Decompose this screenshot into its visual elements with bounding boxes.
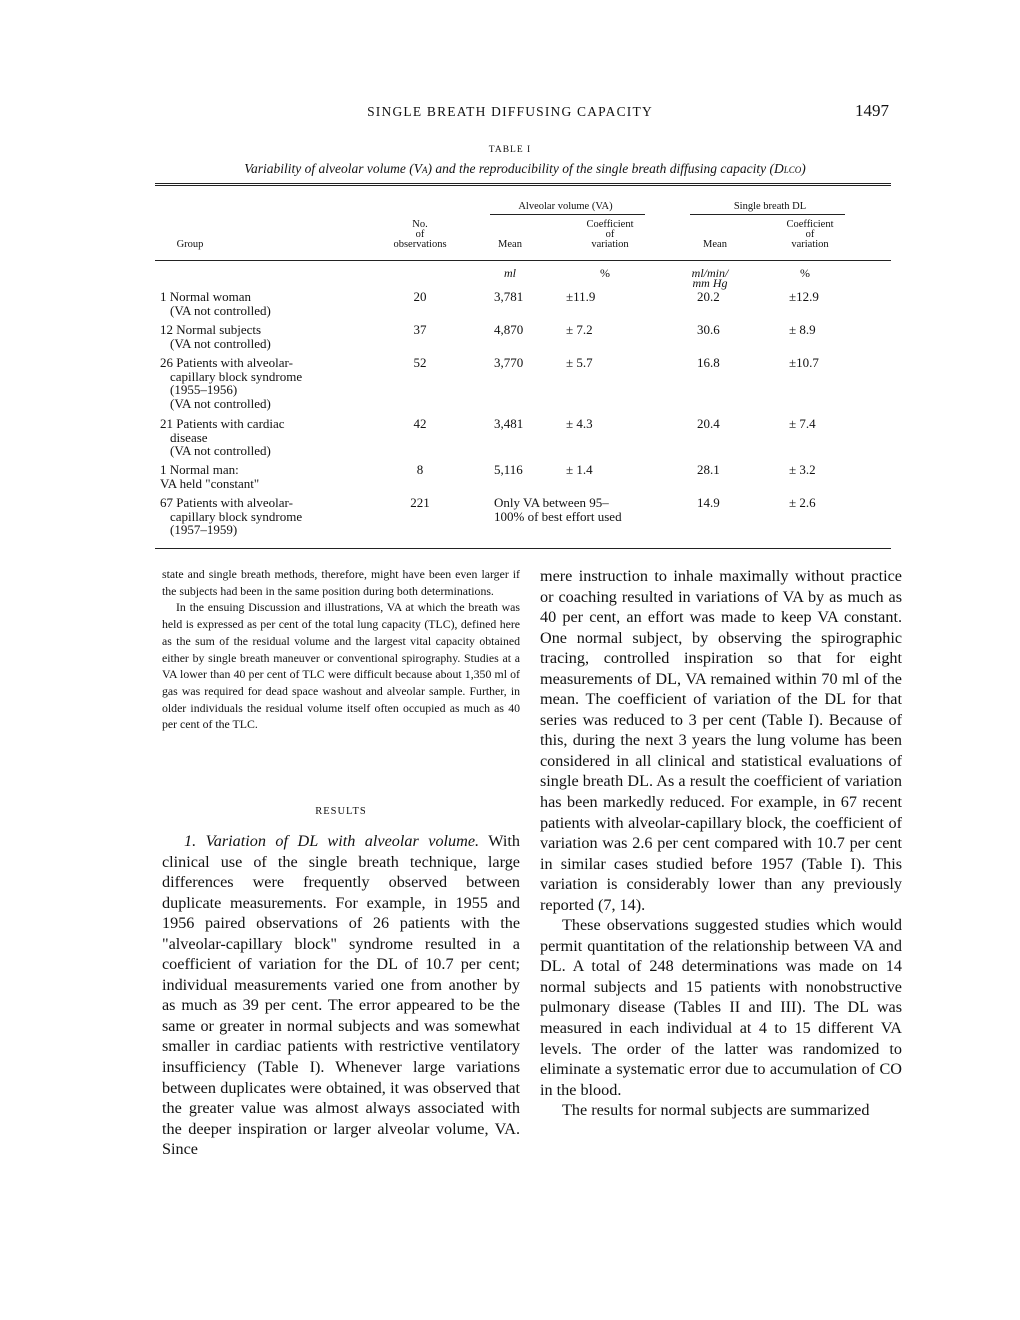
unit-pct-dl: %: [800, 266, 810, 280]
table-row-1-dl-cv: ±12.9: [789, 289, 819, 304]
table-row-4-va-mean: 3,481: [494, 416, 524, 431]
table-top-rule: [155, 183, 891, 186]
table-caption: Variability of alveolar volume (VA) and the reproducibility of the single breath diffusing capacity (DLCO): [244, 161, 806, 176]
table-row-2-dl-cv: ± 8.9: [789, 322, 816, 337]
left-paragraph-1: state and single breath methods, therefore, might have been even larger if the subjects had been in the same position during both determinations.: [162, 567, 520, 598]
table-row-6-n: 221: [410, 495, 430, 510]
table-row-4-n: 42: [413, 416, 427, 431]
table-row-1-va-mean: 3,781: [494, 289, 524, 304]
header-group: Group: [176, 239, 204, 250]
table-row-3-va-cv: ± 5.7: [566, 355, 593, 370]
unit-mlmin: ml/min/ mm Hg: [691, 266, 729, 290]
right-paragraph-2: These observations suggested studies which would permit quantitation of the relationship between VA and DL. A total of 248 determinations was made on 14 normal subjects and 15 patients with nonobstructive pulmonary disease (Tables II and III). The DL was measured in each individual at 4 to 15 different VA levels. The order of the latter was randomized to eliminate a systematic error due to accumulation of CO in the blood.: [540, 916, 902, 1099]
page-number: 1497: [855, 101, 889, 120]
table-row-3-va-mean: 3,770: [494, 355, 524, 370]
running-title: SINGLE BREATH DIFFUSING CAPACITY: [367, 104, 653, 119]
table-row-1-dl-mean: 20.2: [697, 289, 720, 304]
table-row-3-dl-mean: 16.8: [697, 355, 720, 370]
table-row-6-group: 67 Patients with alveolar- capillary block syndrome (1957–1959): [160, 495, 303, 537]
table-row-2-group: 12 Normal subjects (VA not controlled): [160, 322, 271, 351]
table-row-2-n: 37: [413, 322, 427, 337]
table-row-3-group: 26 Patients with alveolar- capillary block syndrome (1955–1956) (VA not controlled): [160, 355, 303, 411]
table-row-1-va-cv: ±11.9: [566, 289, 596, 304]
table-bottom-rule: [155, 548, 891, 549]
left-small-text: [162, 566, 520, 733]
header-va-coef: Coefficient of variation: [586, 219, 634, 250]
table-row-5-group: 1 Normal man: VA held "constant": [160, 462, 260, 491]
left-paragraph-2: In the ensuing Discussion and illustrations, VA at which the breath was held is expressed as per cent of the total lung capacity (TLC), defined here as the sum of the residual volume and the largest vital capacity obtained either by single breath maneuver or conventional spirography. Studies at a VA lower than 40 per cent of TLC were difficult because about 1,350 ml of gas was required for dead space washout and alveolar sample. Further, in older individuals the residual volume itself often occupied as much as 40 per cent of the TLC.: [162, 600, 520, 732]
table-row-6-dl-cv: ± 2.6: [789, 495, 816, 510]
header-no-observations: No. of observations: [393, 219, 447, 250]
table-row-2-dl-mean: 30.6: [697, 322, 720, 337]
header-single-breath: Single breath DL: [733, 201, 807, 212]
unit-pct-va: %: [600, 266, 610, 280]
right-paragraph-3: The results for normal subjects are summarized: [562, 1101, 870, 1120]
table-row-5-va-cv: ± 1.4: [566, 462, 593, 477]
header-group-rule-dl: [690, 214, 845, 215]
results-heading: RESULTS: [315, 806, 367, 817]
table-row-5-dl-mean: 28.1: [697, 462, 720, 477]
left-big-text: [162, 831, 520, 1160]
header-group-rule-va: [490, 214, 645, 215]
table-row-4-dl-cv: ± 7.4: [789, 416, 816, 431]
header-bottom-rule: [155, 260, 891, 261]
table-row-6-va-note: Only VA between 95– 100% of best effort used: [494, 495, 622, 524]
table-row-1-n: 20: [413, 289, 427, 304]
right-text: [540, 566, 902, 1121]
table-row-2-va-mean: 4,870: [494, 322, 524, 337]
header-dl-coef: Coefficient of variation: [786, 219, 834, 250]
table-row-5-va-mean: 5,116: [494, 462, 523, 477]
table-row-3-dl-cv: ±10.7: [789, 355, 819, 370]
section-title: 1. Variation of DL with alveolar volume.: [184, 832, 480, 850]
table-label: TABLE I: [488, 145, 532, 155]
left-paragraph-3: With clinical use of the single breath technique, large differences were frequently observed between duplicate measurements. For example, in 1955 and 1956 paired observations of 26 patients with the "alveolar-capillary block" syndrome resulted in a coefficient of variation for the DL of 10.7 per cent; individual measurements varied one from another by as much as 39 per cent. The error appeared to be the same or greater in normal subjects and was somewhat smaller in cardiac patients with restrictive ventilatory insufficiency (Table I). Whenever large variations between duplicates were obtained, it was observed that the greater value was almost always associated with the deeper inspiration or larger alveolar volume, VA. Since: [162, 832, 520, 1159]
table-row-6-dl-mean: 14.9: [697, 495, 720, 510]
table-row-3-n: 52: [413, 355, 427, 370]
table-row-4-group: 21 Patients with cardiac disease (VA not controlled): [160, 416, 285, 458]
table-row-5-dl-cv: ± 3.2: [789, 462, 816, 477]
unit-ml: ml: [504, 266, 516, 280]
table-row-5-n: 8: [416, 462, 424, 477]
header-alveolar-volume: Alveolar volume (VA): [518, 201, 613, 212]
table-row-4-va-cv: ± 4.3: [566, 416, 593, 431]
table-row-1-group: 1 Normal woman (VA not controlled): [160, 289, 271, 318]
table-row-2-va-cv: ± 7.2: [566, 322, 593, 337]
header-dl-mean: Mean: [703, 239, 727, 250]
right-paragraph-1: mere instruction to inhale maximally without practice or coaching resulted in variations of VA by as much as 40 per cent, an effort was made to keep VA constant. One normal subject, by observing the spirographic tracing, controlled inspiration so that for eight measurements of DL, VA remained within 70 ml of the mean. The coefficient of variation of the DL for that series was reduced to 3 per cent (Table I). Because of this, during the next 3 years the lung volume has been considered in all clinical and statistical evaluations of single breath DL. As a result the coefficient of variation has been markedly reduced. For example, in 67 recent patients with alveolar-capillary block, the coefficient of variation was 2.6 per cent compared with 10.7 per cent in similar cases studied before 1957 (Table I). This variation is considerably lower than any previously reported (7, 14).: [540, 567, 902, 914]
table-row-4-dl-mean: 20.4: [697, 416, 720, 431]
header-va-mean: Mean: [498, 239, 522, 250]
